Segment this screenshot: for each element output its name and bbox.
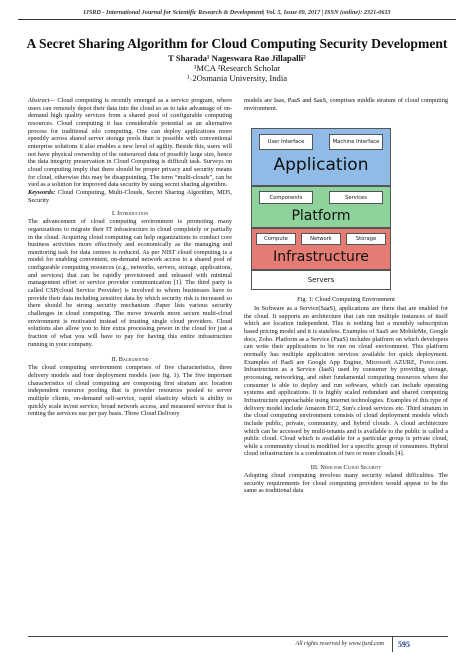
footer-rule [28,636,448,637]
author-affiliation: ¹˒2Osmania University, India [186,73,288,83]
right-column-body [244,305,448,495]
left-column [28,97,232,418]
abstract-text: Cloud computing is recently emerged as a service program, where users can remotely depot their data into the cloud so as to take advantage of on-demand high quality services from a shared pool of configurable computing resources. Cloud computing it has considerable potential as an alternative process for traditional silo computing. One can deploy applications more speedily across shared server storage pools than is possible with conventional enterprise solutions it also enables a new level of agility. Beside this, users will not have physical ownership of the outsourced data of possibly large size, hence the data integrity preservation in Cloud Computing is difficult task. Surveys on cloud computing imply that there should be proper privacy and security means for cloud, otherwise this may be disappointing. The term “multi-clouds”, can be vied as a solution for improved data security by using secret sharing algorithm. [28,97,232,189]
delivery-models-paragraph: In Software as a Service(SaaS), applications are there that are enabled for the cloud. It supports an architecture that can run multiple instances of itself which are location independent. This is nothing but a monthly subscription based pricing model and it is stateless. Examples of SaaS are MobileMe, Google docs, Zoho. Platform as a Service (PaaS) includes platform on which developers can write their applications to be run on cloud environment. This platform normally has multiple application services available for quick deployment. Examples of PaaS are Google App Engine, Microsoft AZURE, Force.com. Infrastructure as a Service (IaaS) used by consumer by providing storage, processing, networking, and other fundamental computing resources where the consumer is able to deploy and run software, which can include operating systems and applications. It is highly scaled redundant and shared computing Infrastructure approachable using internet technologies. Examples of this type of delivery model include Amazon EC2, Sun's cloud services etc. Third stratum in the cloud computing environment consists of cloud deployment models which include public, private, community, and hybrid clouds. A cloud architecture which can be accessed by multi-tenants and is available to the public is called a public cloud. Cloud which is available for a particular group is private cloud, while a community cloud is modified for a specific group of consumers. Hybrid cloud infrastructure is a combination of two or more clouds [4]. [244,305,448,458]
keywords-label: Keywords: [28,188,56,196]
page-number: 595 [398,640,410,649]
abstract-label: Abstract— [28,97,55,104]
network-box: Network [301,233,341,245]
keywords-text: Cloud Computing, Multi-Clouds, Secret Sharing Algorithm, MD5, Security [28,188,232,204]
author-roles: ¹MCA ²Research Scholar [193,63,281,73]
models-paragraph: models are Iaas, PaaS and SaaS, comprises middle stratum of cloud computing environment. [244,97,448,112]
figure-caption: Fig. 1: Cloud Computing Environment [297,296,395,303]
need-paragraph: Adopting cloud computing involves many security related difficulties. The security requirements for cloud computing providers would appear to be the same as traditional data [244,472,448,495]
components-box: Components [259,191,313,204]
paper-title: A Secret Sharing Algorithm for Cloud Computing Security Development [26,36,448,51]
infrastructure-label: Infrastructure [273,249,369,265]
journal-header: IJSRD - International Journal for Scientific Research & Development| Vol. 5, Issue 09, 2017 | ISSN (online): 2321-0613 [83,9,391,16]
intro-paragraph: The advancement of cloud computing environment is promoting many organizations to migrate their IT infrastructure to cloud completely or partially in the cloud. Acquiring cloud computing can help organizations to conduct core business activities more effectively and economically as the managing and monitoring task for data centres is reduced. As per NIST cloud computing is a model for enabling convenient, on-demand network access to a shared pool of configurable computing resources (e.g., networks, servers, storage, applications, and services) that can be rapidly provisioned and released with minimal management effort or service provider communication [1]. The third party is called CSP(cloud Service Provider) is involved to whom businesses have to provide their data including sensitive data by which security risk is increased so there should be strong security mechanism :Paper lists various security challenges in cloud computing. The move towards more secure multi-cloud environment is motivated instead of trusting single cloud providers. Cloud solutions also allow you to hire extra processing power in the cloud for just a fraction of what you will have to pay for having this entire infrastructure running in your company. [28,218,232,348]
user-interface-box: User Interface [259,134,313,150]
right-column-top [244,97,448,112]
author-names: T Sharada¹ Nageswara Rao Jillapalli² [168,53,306,63]
application-label: Application [273,155,369,175]
section-heading-introduction: I. Introduction [111,210,149,218]
services-box: Services [329,191,383,204]
machine-interface-box: Machine Interface [329,134,383,150]
cloud-environment-figure [251,128,391,290]
servers-label: Servers [307,276,335,284]
platform-label: Platform [291,208,351,224]
storage-box: Storage [346,233,386,245]
section-heading-need: III. Need for Cloud Security [310,464,382,472]
keywords [28,189,232,204]
background-paragraph: The cloud computing environment comprises of five characteristics, three delivery models and four deployment models (see fig. 1). The five important characteristics of cloud computing are composing first stratum are: location independent resource pooling that is provider resources pooled to server multiple clients, on-demand self-service, rapid elasticity which is ability to quickly scale in/out service, broad network access, and measured service that is renting the services use per pay basis. Three Cloud Delivery [28,364,232,418]
compute-box: Compute [256,233,296,245]
footer-text: All rights reserved by www.ijsrd.com [295,641,384,647]
abstract [28,97,232,189]
author-block [18,53,456,83]
section-heading-background: II. Background [111,356,149,364]
header-rule [18,19,456,20]
